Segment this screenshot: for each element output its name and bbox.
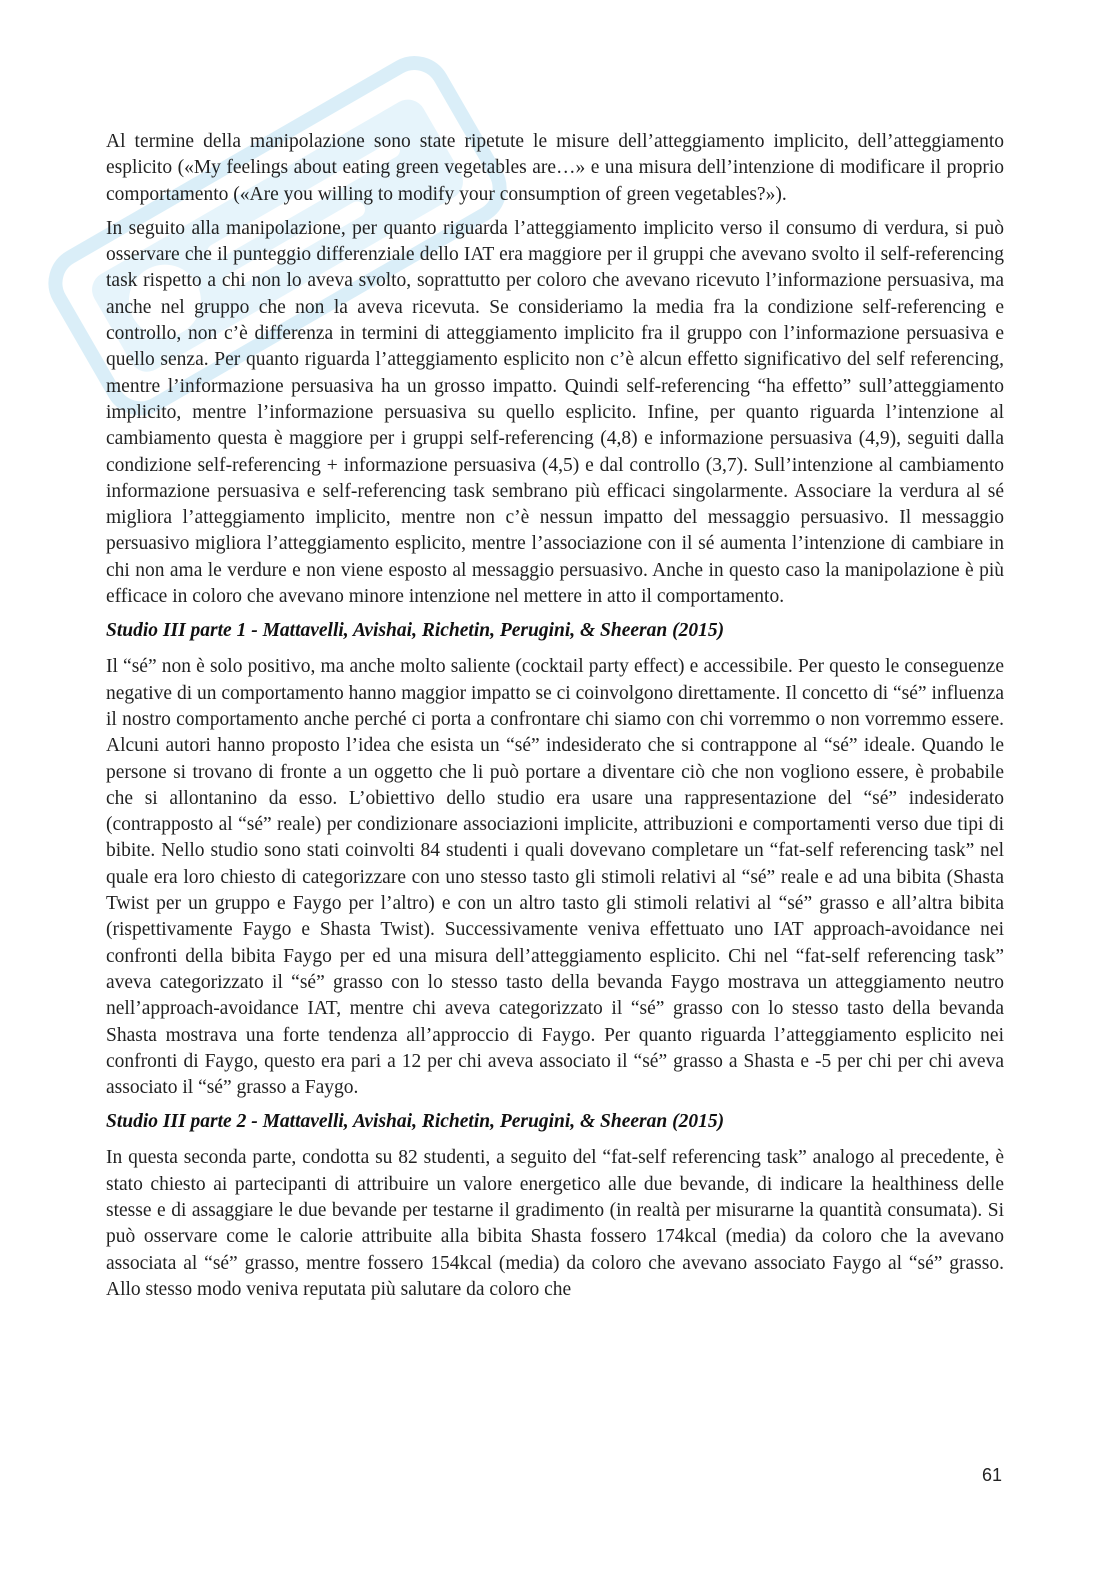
document-body — [106, 129, 1004, 1311]
paragraph-risultati-manipolazione: In seguito alla manipolazione, per quanto riguarda l’atteggiamento implicito verso il consumo di verdura, si può osservare che il punteggio differenziale dello IAT era maggiore per il gruppi che avevano svolto il self-referencing task rispetto a chi non lo aveva svolto, soprattutto per coloro che avevano ricevuto l’informazione persuasiva, ma anche nel gruppo che non la aveva ricevuta. Se consideriamo la media fra la condizione self-referencing e controllo, non c’è differenza in termini di atteggiamento implicito fra il gruppo con l’informazione persuasiva e quello senza. Per quanto riguarda l’atteggiamento esplicito non c’è alcun effetto significativo del self referencing, mentre l’informazione persuasiva ha un grosso impatto. Quindi self-referencing “ha effetto” sull’atteggiamento implicito, mentre l’informazione persuasiva su quello esplicito. Infine, per quanto riguarda l’intenzione al cambiamento questa è maggiore per i gruppi self-referencing (4,8) e informazione persuasiva (4,9), seguiti dalla condizione self-referencing + informazione persuasiva (4,5) e dal controllo (3,7). Sull’intenzione al cambiamento informazione persuasiva e self-referencing task sembrano più efficaci singolarmente. Associare la verdura al sé migliora l’atteggiamento implicito, mentre non c’è nessun impatto del messaggio persuasivo. Il messaggio persuasivo migliora l’atteggiamento esplicito, mentre l’associazione con il sé aumenta l’intenzione di cambiare in chi non ama le verdure e non viene esposto al messaggio persuasivo. Anche in questo caso la manipolazione è più efficace in coloro che avevano minore intenzione nel mettere in atto il comportamento. — [106, 217, 1004, 608]
page-number: 61 — [981, 1465, 1002, 1485]
paragraph-studio-iii-parte-1: Il “sé” non è solo positivo, ma anche molto saliente (cocktail party effect) e accessibile. Per questo le conseguenze negative di un comportamento hanno maggior impatto se ci coinvolgono direttamente. Il concetto di “sé” influenza il nostro comportamento anche perché ci porta a confrontare chi siamo con chi vorremmo o non vorremmo essere. Alcuni autori hanno proposto l’idea che esista un “sé” indesiderato che si contrappone al “sé” ideale. Quando le persone si trovano di fronte a un oggetto che li può portare a diventare ciò che non vogliono essere, è probabile che si allontanino da esso. L’obiettivo dello studio era usare una rappresentazione del “sé” indesiderato (contrapposto al “sé” reale) per condizionare associazioni implicite, attribuzioni e comportamenti verso due tipi di bibite. Nello studio sono stati coinvolti 84 studenti i quali dovevano completare un “fat-self referencing task” nel quale era loro chiesto di categorizzare con uno stesso tasto gli stimoli relativi al “sé” reale e ad una bibita (Shasta Twist per un gruppo e Faygo per l’altro) e con un altro tasto gli stimoli relativi al “sé” grasso e all’altra bibita (rispettivamente Faygo e Shasta Twist). Successivamente veniva effettuato uno IAT approach-avoidance nei confronti della bibita Faygo per ed una misura dell’atteggiamento esplicito. Chi nel “fat-self referencing task” aveva categorizzato il “sé” grasso con lo stesso tasto della bevanda Faygo mostrava un atteggiamento neutro nell’approach-avoidance IAT, mentre chi aveva categorizzato il “sé” grasso con lo stesso tasto della bevanda Shasta mostrava una forte tendenza all’approccio di Faygo. Per quanto riguarda l’atteggiamento esplicito nei confronti di Faygo, questo era pari a 12 per chi aveva associato il “sé” grasso a Shasta e -5 per chi per chi aveva associato il “sé” grasso a Faygo. — [106, 656, 1004, 1099]
paragraph-atteggiamento-misure: Al termine della manipolazione sono state ripetute le misure dell’atteggiamento implicito, dell’atteggiamento esplicito («My feelings about eating green vegetables are…» e una misura dell’intenzione di modificare il proprio comportamento («Are you willing to modify your consumption of green vegetables?»). — [106, 131, 1004, 205]
paragraph-studio-iii-parte-2: In questa seconda parte, condotta su 82 studenti, a seguito del “fat-self referencing task” analogo al precedente, è stato chiesto ai partecipanti di attribuire un valore energetico alle due bevande, di indicare la healthiness delle stesse e di assaggiare le due bevande per testarne il gradimento (in realtà per misurarne la quantità consumata). Si può osservare come le calorie attribuite alla bibita Shasta fossero 174kcal (media) da coloro che la avevano associata al “sé” grasso, mentre fossero 154kcal (media) da coloro che avevano associato Faygo al “sé” grasso. Allo stesso modo veniva reputata più salutare da coloro che — [106, 1147, 1004, 1300]
heading-studio-iii-parte-2: Studio III parte 2 - Mattavelli, Avishai, Richetin, Perugini, & Sheeran (2015) — [106, 1111, 725, 1133]
heading-studio-iii-parte-1: Studio III parte 1 - Mattavelli, Avishai, Richetin, Perugini, & Sheeran (2015) — [106, 620, 725, 642]
